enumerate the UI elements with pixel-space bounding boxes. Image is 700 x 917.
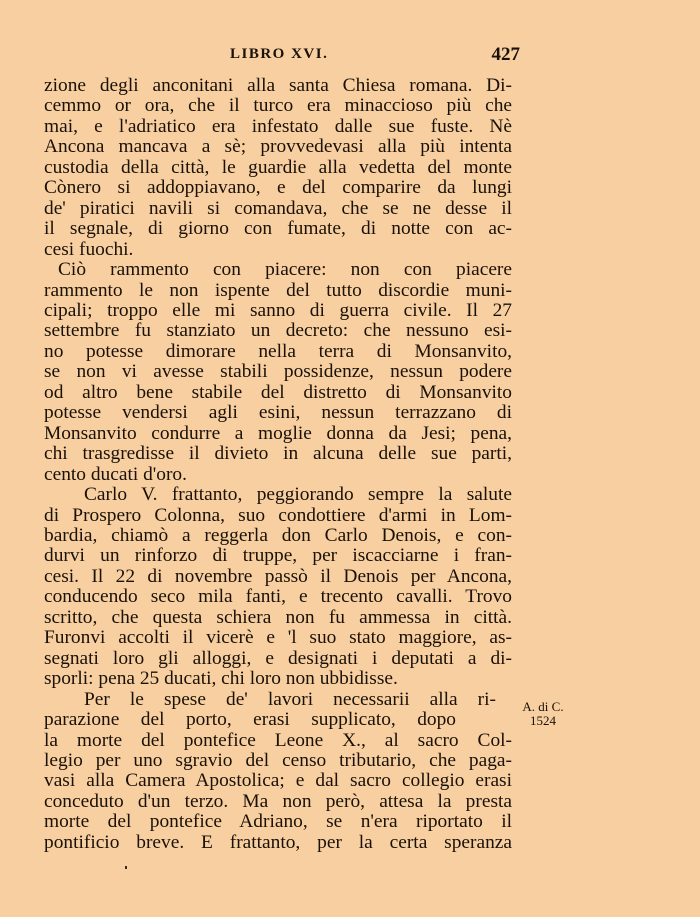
margin-note-value: 1524 — [530, 713, 556, 728]
running-title: LIBRO XVI. — [230, 46, 329, 62]
text-line: conducendo seco mila fanti, e trecento cavalli. Trovo — [44, 586, 512, 608]
text-line: il segnale, di giorno con fumate, di notte con ac- — [44, 218, 512, 240]
text-line: cento ducati d'oro. — [44, 463, 187, 485]
text-line: di Prospero Colonna, suo condottiere d'armi in Lom- — [44, 504, 512, 526]
text-line: Furonvi accolti il vicerè e 'l suo stato maggiore, as- — [44, 627, 512, 649]
running-head — [40, 46, 520, 68]
body-text — [44, 76, 512, 853]
text-line: pontificio breve. E frattanto, per la certa speranza — [44, 831, 512, 853]
text-line: potesse vendersi agli esini, nessun terrazzano di — [44, 402, 512, 424]
text-line: Carlo V. frattanto, peggiorando sempre la salute — [84, 484, 512, 506]
text-line: bardia, chiamò a reggerla don Carlo Denois, e con- — [44, 524, 512, 546]
text-line: no potesse dimorare nella terra di Monsanvito, — [44, 340, 512, 362]
text-line: rammento le non ispente del tutto discordie muni- — [44, 279, 512, 301]
text-line: segnati loro gli alloggi, e designati i deputati a di- — [44, 647, 512, 669]
text-line: cipali; troppo elle mi sanno di guerra civile. Il 27 — [44, 299, 512, 321]
page-number: 427 — [491, 44, 520, 65]
text-line: chi trasgredisse il divieto in alcuna delle sue parti, — [44, 443, 512, 465]
text-line: Monsanvito condurre a moglie donna da Jesi; pena, — [44, 422, 512, 444]
margin-note-label: A. di C. — [522, 699, 564, 714]
text-line: zione degli anconitani alla santa Chiesa romana. Di- — [44, 75, 512, 96]
text-line: morte del pontefice Adriano, se n'era riportato il — [44, 811, 512, 833]
text-line: la morte del pontefice Leone X., al sacro Col- — [44, 729, 512, 751]
text-line: vasi alla Camera Apostolica; e dal sacro collegio erasi — [44, 770, 512, 792]
text-line: cesi fuochi. — [44, 238, 134, 260]
text-line: custodia della città, le guardie alla vedetta del monte — [44, 156, 512, 178]
text-line: cemmo or ora, che il turco era minaccioso più che — [44, 95, 512, 117]
text-line: legio per uno sgravio del censo tributario, che paga- — [44, 749, 512, 771]
text-line: se non vi avesse stabili possidenze, nessun podere — [44, 361, 512, 383]
margin-note-year — [511, 700, 575, 728]
text-line: parazione del porto, erasi supplicato, dopo — [44, 709, 456, 731]
text-line: cesi. Il 22 di novembre passò il Denois per Ancona, — [44, 565, 512, 587]
text-line: conceduto d'un terzo. Ma non però, attesa la presta — [44, 790, 512, 812]
text-line: de' piratici navili si comandava, che se ne desse il — [44, 197, 512, 219]
text-line: Ciò rammento con piacere: non con piacere — [58, 259, 512, 281]
text-line: Ancona mancava a sè; provvedevasi alla più intenta — [44, 136, 512, 158]
text-line: sporli: pena 25 ducati, chi loro non ubbidisse. — [44, 668, 398, 690]
text-line: scritto, che questa schiera non fu ammessa in città. — [44, 606, 512, 628]
text-line: settembre fu stanziato un decreto: che nessuno esi- — [44, 320, 512, 342]
text-line: od altro bene stabile del distretto di Monsanvito — [44, 381, 512, 403]
ink-speck — [125, 866, 127, 869]
text-line: durvi un rinforzo di truppe, per iscacciarne i fran- — [44, 545, 512, 567]
text-line: Cònero si addoppiavano, e del comparire da lungi — [44, 177, 512, 199]
text-line: Per le spese de' lavori necessarii alla ri- — [84, 688, 496, 710]
text-line: mai, e l'adriatico era infestato dalle sue fuste. Nè — [44, 115, 512, 137]
